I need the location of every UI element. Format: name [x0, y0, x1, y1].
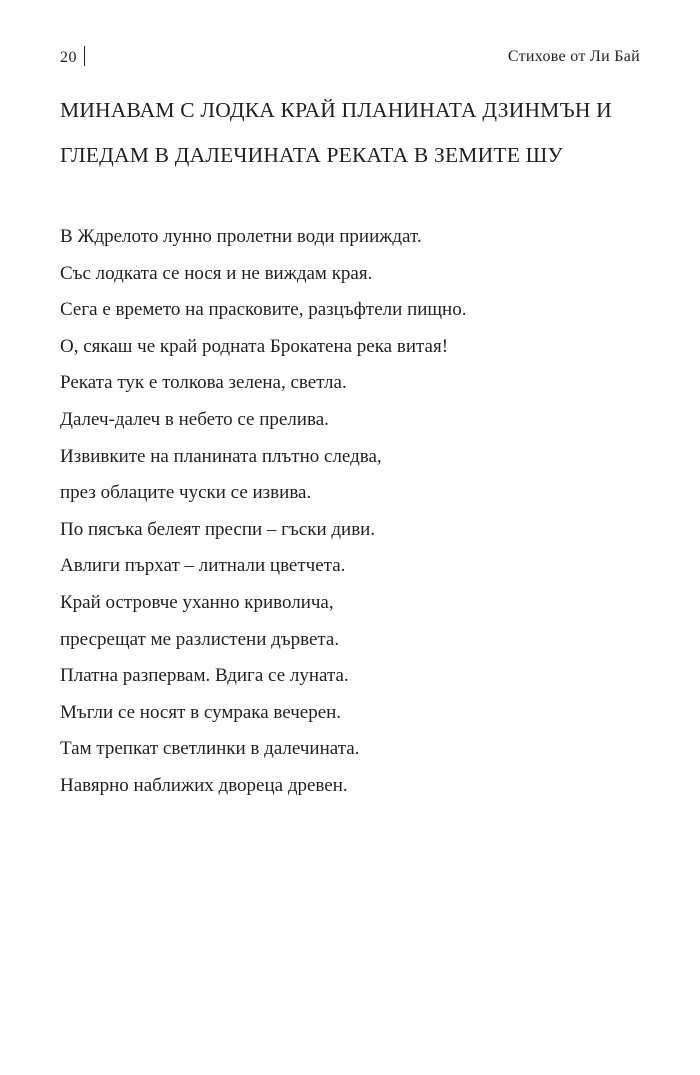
page-number-divider	[84, 46, 85, 66]
verse-line: Авлиги пърхат – литнали цветчета.	[60, 555, 346, 577]
verse-line: през облаците чуски се извива.	[60, 482, 312, 504]
verse-line: Платна разпервам. Вдига се луната.	[60, 665, 349, 687]
verse-line: Край островче уханно криволича,	[60, 591, 334, 613]
verse-line: По пясъка белеят преспи – гъски диви.	[60, 518, 376, 540]
page-number: 20	[60, 49, 77, 66]
poem-title-line: ГЛЕДАМ В ДАЛЕЧИНАТА РЕКАТА В ЗЕМИТЕ ШУ	[60, 143, 563, 167]
poem-body	[60, 219, 660, 805]
book-title: Стихове от Ли Бай	[507, 48, 640, 65]
running-head	[60, 48, 640, 72]
verse-line: В Ждрелото лунно пролетни води прииждат.	[60, 226, 422, 247]
verse-line: О, сякаш че край родната Брокатена река витая!	[60, 335, 449, 357]
verse-line: Извивките на планината плътно следва,	[60, 445, 382, 467]
poem-title	[60, 88, 640, 178]
page-number-group	[60, 48, 85, 68]
verse-line: Мъгли се носят в сумрака вечерен.	[60, 701, 342, 723]
verse-line: Реката тук е толкова зелена, светла.	[60, 372, 347, 394]
verse-line: Там трепкат светлинки в далечината.	[60, 738, 360, 760]
verse-line: пресрещат ме разлистени дървета.	[60, 628, 340, 650]
verse-line: Далеч-далеч в небето се прелива.	[60, 408, 329, 430]
verse-line: Със лодката се нося и не виждам края.	[60, 262, 373, 284]
verse-line: Сега е времето на прасковите, разцъфтели пищно.	[60, 299, 467, 321]
verse-line: Навярно наближих двореца древен.	[60, 774, 348, 796]
poem-title-line: МИНАВАМ С ЛОДКА КРАЙ ПЛАНИНАТА ДЗИНМЪН И	[60, 98, 612, 122]
